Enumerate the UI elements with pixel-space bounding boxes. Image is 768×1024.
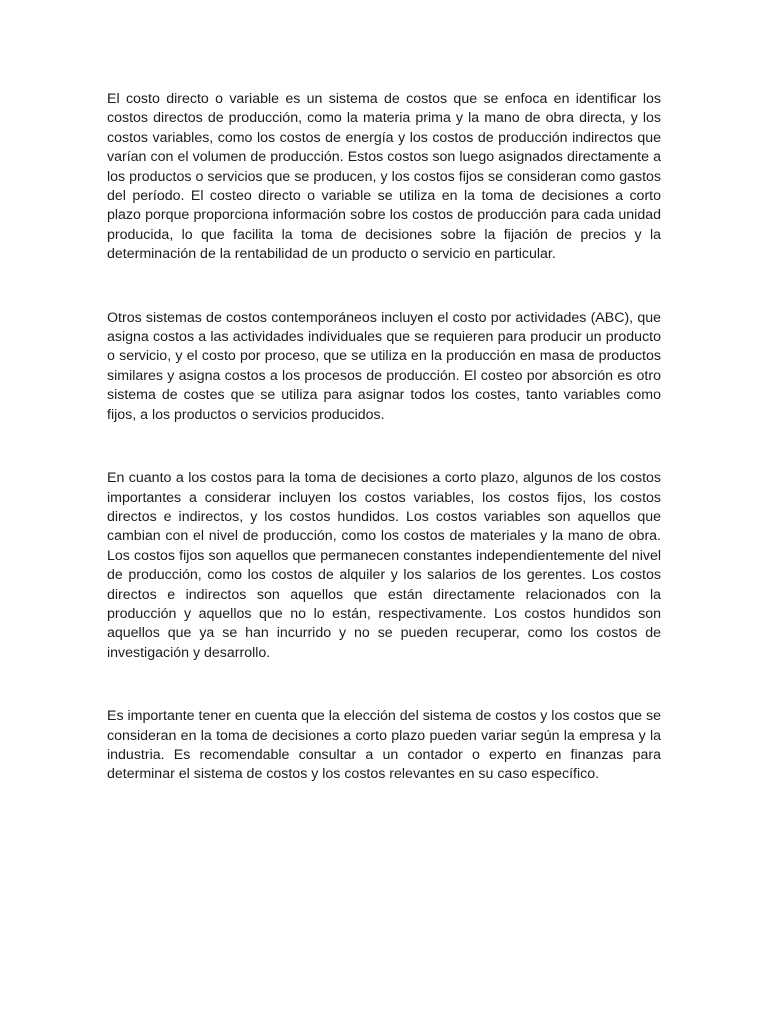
paragraph-direct-costing: El costo directo o variable es un sistema de costos que se enfoca en identificar los costos directos de producción, como la materia prima y la mano de obra directa, y los costos variables, como los costos de energía y los costos de producción indirectos que varían con el volumen de producción. Estos costos son luego asignados directamente a los productos o servicios que se producen, y los costos fijos se consideran como gastos del período. El costeo directo o variable se utiliza en la toma de decisiones a corto plazo porque proporciona información sobre los costos de producción para cada unidad producida, lo que facilita la toma de decisiones sobre la fijación de precios y la determinación de la rentabilidad de un producto o servicio en particular. [107, 91, 661, 263]
paragraph-conclusion: Es importante tener en cuenta que la elección del sistema de costos y los costos que se consideran en la toma de decisiones a corto plazo pueden variar según la empresa y la industria. Es recomendable consultar a un contador o experto en finanzas para determinar el sistema de costos y los costos relevantes en su caso específico. [107, 708, 661, 783]
document-body [107, 90, 661, 785]
paragraph-short-term-costs: En cuanto a los costos para la toma de decisiones a corto plazo, algunos de los costos importantes a considerar incluyen los costos variables, los costos fijos, los costos directos e indirectos, y los costos hundidos. Los costos variables son aquellos que cambian con el nivel de producción, como los costos de materiales y la mano de obra. Los costos fijos son aquellos que permanecen constantes independientemente del nivel de producción, como los costos de alquiler y los salarios de los gerentes. Los costos directos e indirectos son aquellos que están directamente relacionados con la producción y aquellos que no lo están, respectivamente. Los costos hundidos son aquellos que ya se han incurrido y no se pueden recuperar, como los costos de investigación y desarrollo. [107, 470, 661, 661]
paragraph-contemporary-systems: Otros sistemas de costos contemporáneos incluyen el costo por actividades (ABC), que asigna costos a las actividades individuales que se requieren para producir un producto o servicio, y el costo por proceso, que se utiliza en la producción en masa de productos similares y asigna costos a los procesos de producción. El costeo por absorción es otro sistema de costes que se utiliza para asignar todos los costes, tanto variables como fijos, a los productos o servicios producidos. [107, 309, 661, 423]
